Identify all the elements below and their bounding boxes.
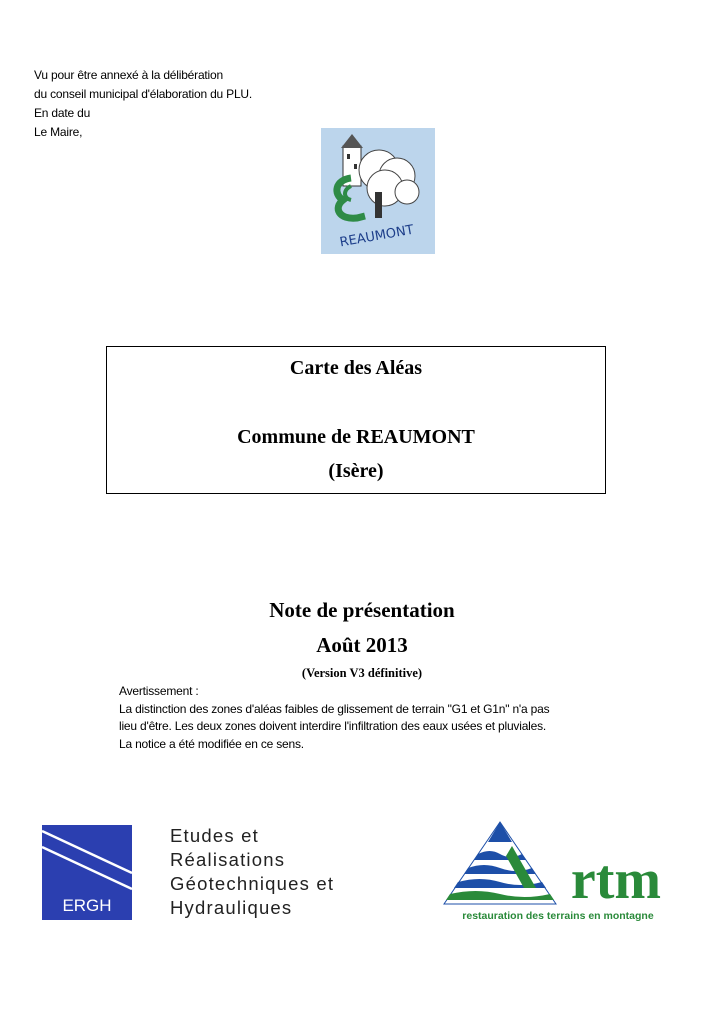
- commune-name: Commune de REAUMONT: [237, 426, 475, 448]
- warning-line: lieu d'être. Les deux zones doivent interdire l'infiltration des eaux usées et pluviales.: [119, 719, 547, 733]
- ergh-line: Géotechniques et: [170, 873, 335, 894]
- approval-line: En date du: [34, 106, 91, 120]
- warning-heading: Avertissement :: [119, 684, 199, 698]
- town-logo-lettering: REAUMONT: [338, 222, 415, 251]
- document-title: Carte des Aléas: [289, 357, 423, 379]
- note-title: Note de présentation: [269, 598, 455, 622]
- note-date: Août 2013: [316, 633, 408, 657]
- rtm-tagline: restauration des terrains en montagne: [462, 910, 654, 922]
- approval-line: Vu pour être annexé à la délibération: [34, 68, 223, 82]
- ergh-line: Hydrauliques: [170, 897, 293, 918]
- reaumont-town-logo: [321, 128, 435, 254]
- department-name: (Isère): [328, 460, 384, 482]
- ergh-line: Etudes et: [170, 825, 259, 846]
- approval-note: [34, 66, 252, 142]
- ergh-name: [170, 824, 334, 920]
- note-version: (Version V3 définitive): [301, 666, 423, 680]
- warning-block: [119, 683, 659, 753]
- approval-line: Le Maire,: [34, 125, 83, 139]
- ergh-line: Réalisations: [170, 849, 286, 870]
- rtm-acronym: rtm: [570, 849, 662, 911]
- rtm-logo: [440, 818, 680, 928]
- warning-line: La notice a été modifiée en ce sens.: [119, 736, 304, 751]
- approval-line: du conseil municipal d'élaboration du PLU.: [34, 87, 253, 101]
- ergh-logo: [42, 825, 132, 920]
- title-box: [106, 346, 606, 494]
- warning-line: La distinction des zones d'aléas faibles de glissement de terrain "G1 et G1n" n'a pas: [119, 701, 550, 716]
- ergh-acronym: ERGH: [62, 896, 112, 915]
